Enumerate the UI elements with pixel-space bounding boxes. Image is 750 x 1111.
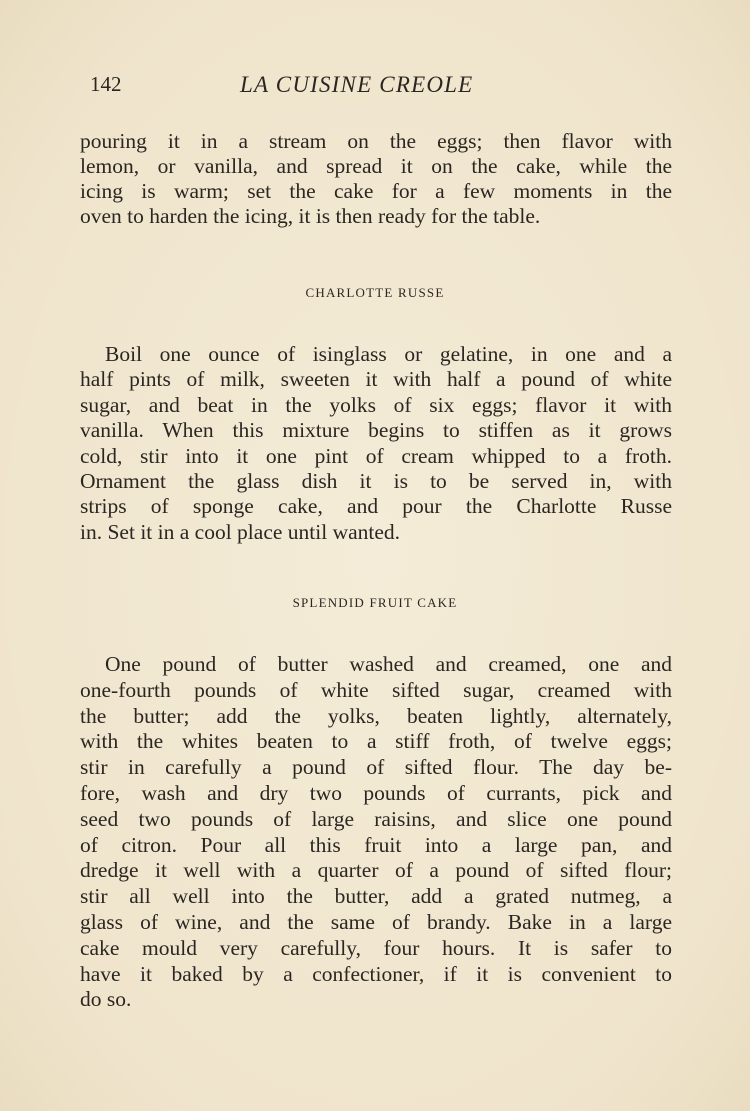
text-line: of citron. Pour all this fruit into a large pan, and [80, 832, 672, 857]
running-title: LA CUISINE CREOLE [240, 72, 474, 97]
text-line: have it baked by a confectioner, if it is convenient to [80, 961, 672, 986]
text-line: with the whites beaten to a stiff froth, of twelve eggs; [80, 729, 672, 754]
text-line: strips of sponge cake, and pour the Charlotte Russe [80, 494, 672, 519]
text-line: in. Set it in a cool place until wanted. [80, 519, 401, 544]
text-line: the butter; add the yolks, beaten lightly, alternately, [80, 703, 672, 728]
text-line: cake mould very carefully, four hours. It is safer to [80, 935, 672, 960]
paragraph-splendid-fruit-cake [80, 652, 672, 1013]
paragraph-continuation [80, 129, 672, 229]
text-line: pouring it in a stream on the eggs; then flavor with [80, 129, 672, 153]
text-line: glass of wine, and the same of brandy. Bake in a large [80, 909, 672, 934]
recipe-title-splendid-fruit-cake: SPLENDID FRUIT CAKE [292, 595, 458, 610]
text-line: stir all well into the butter, add a grated nutmeg, a [80, 884, 672, 909]
text-line: one-fourth pounds of white sifted sugar, creamed with [80, 677, 672, 702]
text-line: seed two pounds of large raisins, and slice one pound [80, 806, 672, 831]
recipe-title-charlotte-russe: CHARLOTTE RUSSE [305, 285, 445, 300]
text-line: One pound of butter washed and creamed, one and [105, 652, 672, 676]
text-line: sugar, and beat in the yolks of six eggs; flavor it with [80, 392, 672, 417]
text-line: Ornament the glass dish it is to be served in, with [80, 469, 672, 494]
text-line: half pints of milk, sweeten it with half a pound of white [80, 367, 672, 392]
text-line: icing is warm; set the cake for a few moments in the [80, 179, 672, 203]
text-line: vanilla. When this mixture begins to stiffen as it grows [80, 418, 672, 443]
text-line: fore, wash and dry two pounds of currants, pick and [80, 780, 672, 805]
paragraph-charlotte-russe [80, 342, 672, 545]
text-line: oven to harden the icing, it is then ready for the table. [80, 204, 541, 228]
page-number: 142 [90, 72, 122, 96]
text-line: Boil one ounce of isinglass or gelatine, in one and a [105, 342, 672, 366]
text-line: lemon, or vanilla, and spread it on the cake, while the [80, 154, 672, 178]
text-line: do so. [80, 987, 132, 1012]
text-line: dredge it well with a quarter of a pound of sifted flour; [80, 858, 672, 883]
text-line: cold, stir into it one pint of cream whipped to a froth. [80, 443, 672, 468]
text-line: stir in carefully a pound of sifted flour. The day be- [80, 755, 672, 780]
